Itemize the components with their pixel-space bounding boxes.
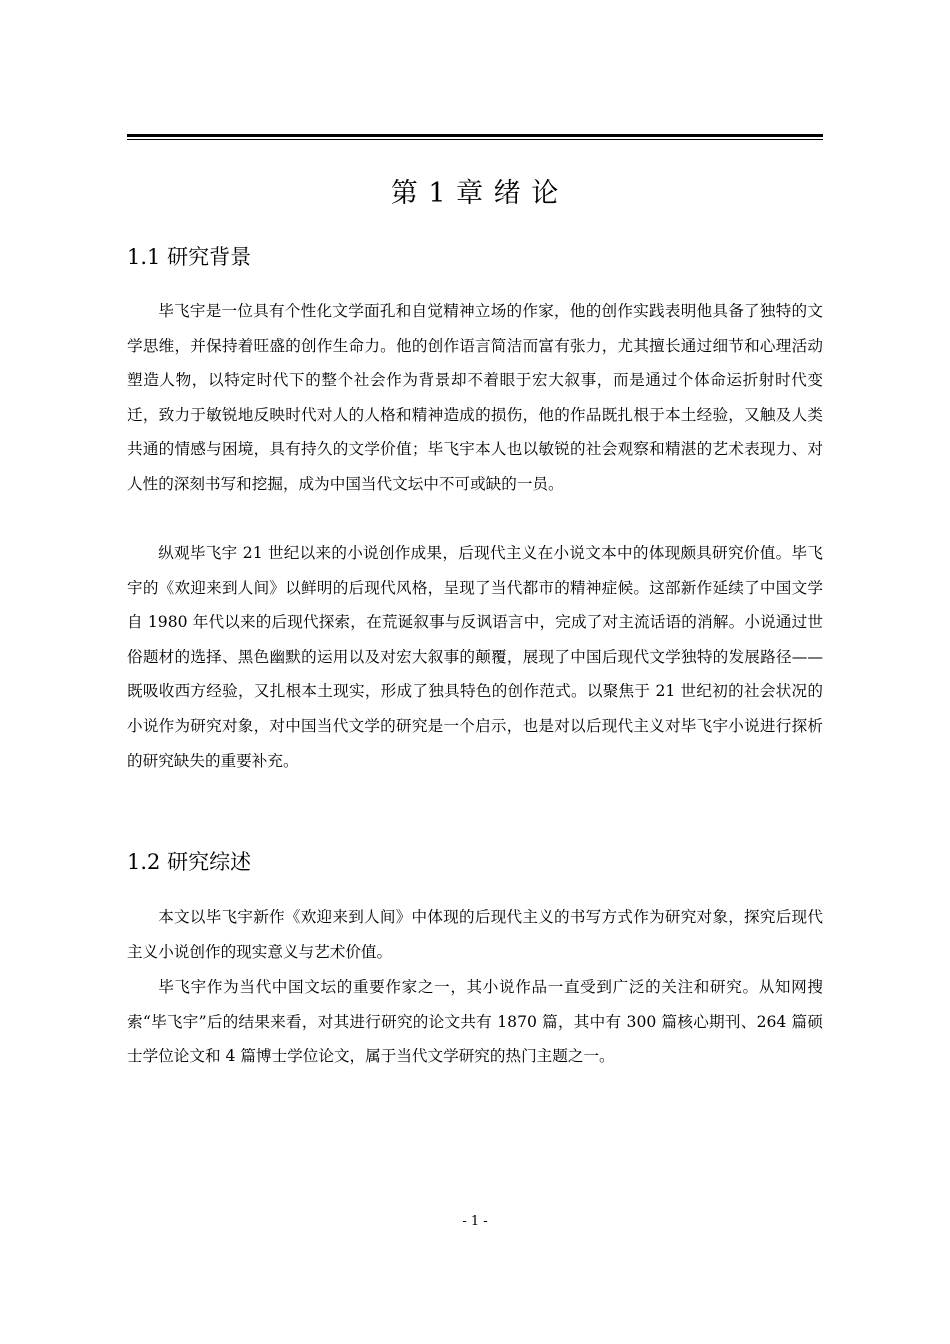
header-rule-thick <box>127 134 823 137</box>
paragraph-background-1: 毕飞宇是一位具有个性化文学面孔和自觉精神立场的作家，他的创作实践表明他具备了独特的文学思维，并保持着旺盛的创作生命力。他的创作语言简洁而富有张力，尤其擅长通过细节和心理活动塑造人物，以特定时代下的整个社会作为背景却不着眼于宏大叙事，而是通过个体命运折射时代变迁，致力于敏锐地反映时代对人的人格和精神造成的损伤，他的作品既扎根于本土经验，又触及人类共通的情感与困境，具有持久的文学价值；毕飞宇本人也以敏锐的社会观察和精湛的艺术表现力、对人性的深刻书写和挖掘，成为中国当代文坛中不可或缺的一员。 <box>127 302 823 493</box>
paragraph-background-2: 纵观毕飞宇 21 世纪以来的小说创作成果，后现代主义在小说文本中的体现颇具研究价值。毕飞宇的《欢迎来到人间》以鲜明的后现代风格，呈现了当代都市的精神症候。这部新作延续了中国文学自 1980 年代以来的后现代探索，在荒诞叙事与反讽语言中，完成了对主流话语的消解。小说通过世俗题材的选择、黑色幽默的运用以及对宏大叙事的颠覆，展现了中国后现代文学独特的发展路径——既吸收西方经验，又扎根本土现实，形成了独具特色的创作范式。以聚焦于 21 世纪初的社会状况的小说作为研究对象，对中国当代文学的研究是一个启示，也是对以后现代主义对毕飞宇小说进行探析的研究缺失的重要补充。 <box>127 544 823 770</box>
paragraph-review-1: 本文以毕飞宇新作《欢迎来到人间》中体现的后现代主义的书写方式作为研究对象，探究后现代主义小说创作的现实意义与艺术价值。 <box>127 908 823 961</box>
section-heading-1-2: 1.2 研究综述 <box>127 850 252 874</box>
page-number: - 1 - <box>462 1214 488 1229</box>
paragraph-review-2: 毕飞宇作为当代中国文坛的重要作家之一，其小说作品一直受到广泛的关注和研究。从知网搜索“毕飞宇”后的结果来看，对其进行研究的论文共有 1870 篇，其中有 300 篇核心期刊、264 篇硕士学位论文和 4 篇博士学位论文，属于当代文学研究的热门主题之一。 <box>127 978 823 1066</box>
section-heading-1-1: 1.1 研究背景 <box>127 245 252 269</box>
chapter-title: 第 1 章 绪 论 <box>390 178 560 209</box>
header-rule-thin <box>127 139 823 140</box>
